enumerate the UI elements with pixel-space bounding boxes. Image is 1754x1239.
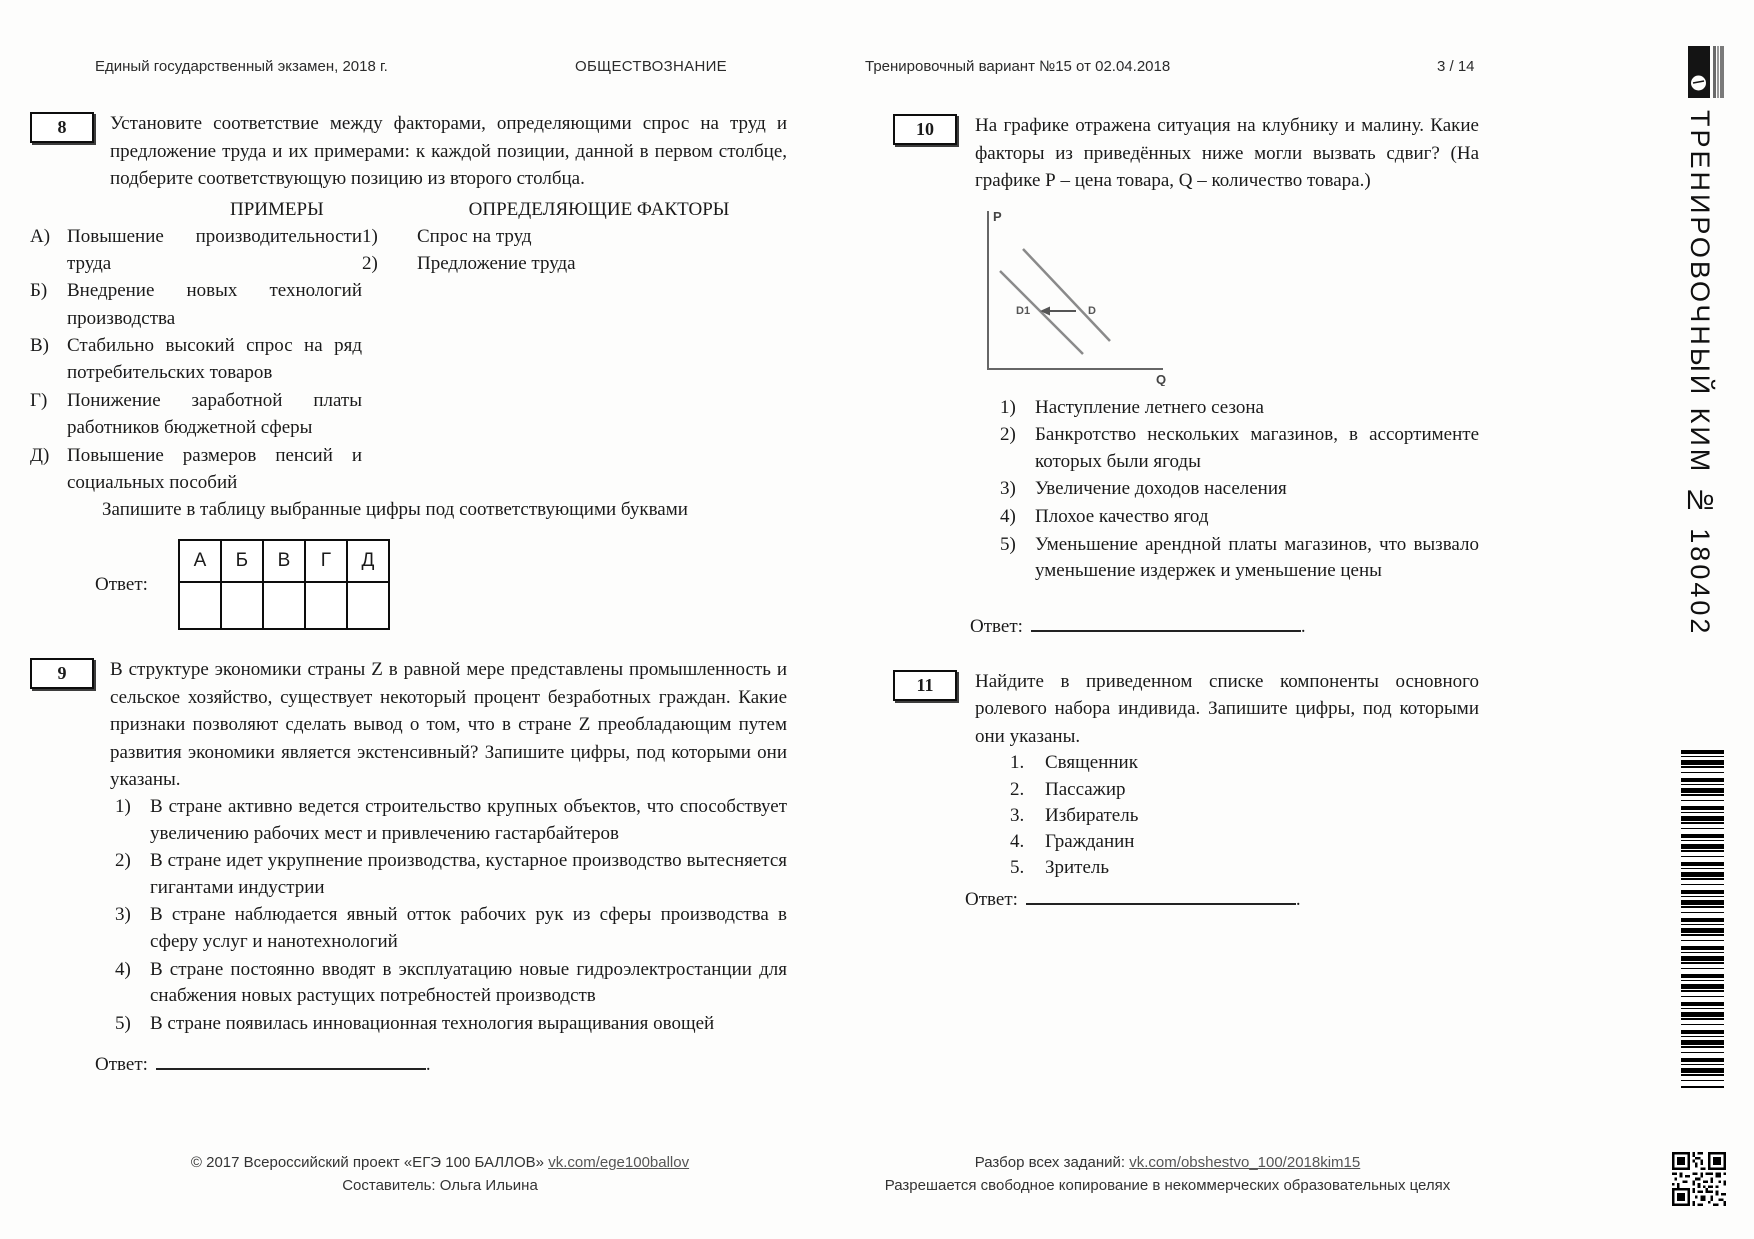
option-text: Избиратель xyxy=(1045,804,1139,826)
table-value-cell xyxy=(305,582,347,629)
question-8-text: Установите соответствие между факторами, определяющими спрос на труд и предложение труда и их примерами: к каждой позиции, данной в первом столбце, подберите соответствующую позицию из второго столбца. xyxy=(110,113,787,190)
answer-table-block xyxy=(95,539,787,630)
factors-list xyxy=(362,223,612,278)
answer-suffix: . xyxy=(1295,888,1301,910)
demand-line-shifted xyxy=(1000,271,1083,354)
answer-suffix: . xyxy=(425,1054,431,1076)
question-9-text: В структуре экономики страны Z в равной мере представлены промышленность и сельское хозяйство, существует некоторый процент безработных граждан. Какие признаки позволяют сделать вывод о том, что в стране Z преобладающим путем развития экономики является экстенсивный? Запишите цифры, под которыми они указаны. xyxy=(110,659,787,791)
matching-columns xyxy=(30,223,787,497)
option-label: 1) xyxy=(1000,396,1016,418)
option-item xyxy=(35,957,787,1010)
question-8 xyxy=(30,110,787,630)
footer-author-line: Составитель: Ольга Ильина xyxy=(342,1176,538,1194)
list-item xyxy=(30,223,362,278)
option-text: Уменьшение арендной платы магазинов, что вызвало уменьшение издержек и уменьшение цены xyxy=(1035,533,1479,582)
header-exam-title: Единый государственный экзамен, 2018 г. xyxy=(95,58,388,75)
question-10-number-box xyxy=(893,114,957,145)
question-9-answer-line xyxy=(95,1049,787,1076)
list-item xyxy=(30,332,362,387)
answer-blank xyxy=(156,1049,426,1070)
table-header-cell: Г xyxy=(305,540,347,582)
option-item xyxy=(893,532,1479,585)
item-label: Д) xyxy=(30,444,50,466)
question-8-number-box xyxy=(30,112,94,143)
option-label: 4) xyxy=(115,958,131,980)
footer-left xyxy=(160,1152,720,1197)
item-label: Б) xyxy=(30,280,48,302)
option-text: Плохое качество ягод xyxy=(1035,506,1209,528)
question-10 xyxy=(893,112,1479,638)
demand-line-initial xyxy=(1023,249,1110,341)
option-item xyxy=(893,855,1479,880)
question-11-answer-line xyxy=(965,884,1479,911)
footer-copyright-text: © 2017 Всероссийский проект «ЕГЭ 100 БАЛЛОВ» xyxy=(190,1154,549,1171)
footer-solutions-line xyxy=(880,1152,1455,1175)
option-text: Зритель xyxy=(1045,856,1110,878)
question-number: 10 xyxy=(916,119,934,139)
option-item xyxy=(35,902,787,955)
question-9-number-box xyxy=(30,658,94,689)
footer-license-line: Разрешается свободное копирование в некоммерческих образовательных целях xyxy=(884,1176,1451,1194)
answer-suffix: . xyxy=(1300,615,1306,637)
kim-vertical-title: ТРЕНИРОВОЧНЫЙ КИМ № 180402 xyxy=(1685,110,1715,637)
option-text: Пассажир xyxy=(1045,778,1126,800)
qr-code-icon xyxy=(1672,1152,1726,1211)
option-label: 2. xyxy=(1010,778,1025,800)
footer-left-link[interactable]: vk.com/ege100ballov xyxy=(548,1154,690,1171)
option-label: 5) xyxy=(1000,533,1016,555)
demand-initial-label: D xyxy=(1088,304,1096,317)
right-column xyxy=(893,112,1479,911)
item-label: Г) xyxy=(30,389,48,411)
y-axis-label: P xyxy=(993,208,1002,224)
question-11-number-box xyxy=(893,670,957,701)
option-item xyxy=(893,504,1479,531)
footer-copyright-line xyxy=(160,1152,720,1175)
table-header-cell: Д xyxy=(347,540,389,582)
question-number: 9 xyxy=(57,663,67,684)
option-label: 3) xyxy=(1000,478,1016,500)
option-item xyxy=(893,476,1479,503)
list-item xyxy=(362,250,612,277)
table-header-cell: Б xyxy=(221,540,263,582)
option-text: Священник xyxy=(1045,752,1138,774)
option-label: 3. xyxy=(1010,804,1025,826)
left-column xyxy=(30,110,787,1076)
x-axis-label: Q xyxy=(1156,371,1167,386)
option-label: 1. xyxy=(1010,752,1025,774)
header-variant: Тренировочный вариант №15 от 02.04.2018 xyxy=(865,58,1171,75)
question-11 xyxy=(893,668,1479,911)
option-item xyxy=(35,794,787,847)
option-item xyxy=(893,395,1479,422)
table-value-cell xyxy=(221,582,263,629)
item-text: Предложение труда xyxy=(417,253,576,274)
option-label: 4. xyxy=(1010,830,1025,852)
option-item xyxy=(893,750,1479,775)
footer-right xyxy=(880,1152,1455,1197)
option-item xyxy=(893,829,1479,854)
header-page-number: 3 / 14 xyxy=(1437,58,1475,75)
list-item xyxy=(362,223,612,250)
item-label: В) xyxy=(30,335,49,357)
answer-label: Ответ: xyxy=(965,888,1018,910)
table-value-cell xyxy=(179,582,221,629)
item-text: Повышение производительности труда xyxy=(67,225,362,274)
option-text: Увеличение доходов населения xyxy=(1035,478,1287,500)
list-item xyxy=(30,442,362,497)
matching-headers xyxy=(110,199,787,221)
option-text: Гражданин xyxy=(1045,830,1135,852)
option-text: В стране появилась инновационная технология выращивания овощей xyxy=(150,1012,715,1034)
factors-header: ОПРЕДЕЛЯЮЩИЕ ФАКТОРЫ xyxy=(468,198,730,220)
option-label: 1) xyxy=(115,795,131,817)
option-item xyxy=(35,1011,787,1038)
option-item xyxy=(35,848,787,901)
header-subject: ОБЩЕСТВОЗНАНИЕ xyxy=(575,58,727,75)
question-9-options xyxy=(35,794,787,1037)
question-10-text: На графике отражена ситуация на клубнику и малину. Какие факторы из приведённых ниже могли вызвать сдвиг? (На графике Р – цена товара, Q – количество товара.) xyxy=(975,115,1479,192)
item-text: Спрос на труд xyxy=(417,225,532,247)
question-8-instruction: Запишите в таблицу выбранные цифры под соответствующими буквами xyxy=(102,499,688,521)
answer-label: Ответ: xyxy=(95,573,148,595)
option-label: 4) xyxy=(1000,506,1016,528)
item-label: 1) xyxy=(362,225,378,247)
item-label: А) xyxy=(30,225,51,247)
answer-table xyxy=(178,539,390,630)
table-header-cell: А xyxy=(179,540,221,582)
option-text: В стране активно ведется строительство крупных объектов, что способствует увеличению рабочих мест и привлечению гастарбайтеров xyxy=(150,795,787,844)
publisher-logo-icon xyxy=(1688,46,1726,103)
item-label: 2) xyxy=(362,253,378,274)
option-item xyxy=(893,777,1479,802)
list-item xyxy=(30,387,362,442)
table-header-cell: В xyxy=(263,540,305,582)
option-label: 5. xyxy=(1010,856,1025,878)
question-number: 8 xyxy=(57,117,67,137)
option-text: В стране постоянно вводят в эксплуатацию новые гидроэлектростанции для снабжения новых растущих потребностей производств xyxy=(150,958,787,1007)
option-label: 2) xyxy=(115,850,131,872)
footer-right-link[interactable]: vk.com/obshestvo_100/2018kim15 xyxy=(1129,1154,1361,1171)
question-10-answer-line xyxy=(970,611,1479,638)
list-item xyxy=(30,277,362,332)
answer-label: Ответ: xyxy=(95,1054,148,1076)
demand-shift-chart xyxy=(978,201,1188,386)
option-text: В стране идет укрупнение производства, кустарное производство вытесняется гигантами индустрии xyxy=(150,850,787,898)
answer-table-header-row xyxy=(179,540,389,582)
barcode xyxy=(1681,750,1724,1088)
item-text: Повышение размеров пенсий и социальных пособий xyxy=(67,444,362,493)
examples-list xyxy=(30,223,362,497)
option-text: В стране наблюдается явный отток рабочих рук из сферы производства в сферу услуг и нанотехнологий xyxy=(150,904,787,952)
demand-graph xyxy=(978,201,1479,391)
question-number: 11 xyxy=(916,674,934,695)
option-item xyxy=(893,422,1479,475)
option-label: 2) xyxy=(1000,424,1016,446)
answer-table-value-row xyxy=(179,582,389,629)
table-value-cell xyxy=(263,582,305,629)
question-11-options xyxy=(893,750,1479,879)
demand-shifted-label: D1 xyxy=(1016,304,1031,317)
question-9 xyxy=(30,656,787,1076)
option-label: 5) xyxy=(115,1012,131,1034)
option-text: Банкротство нескольких магазинов, в ассортименте которых были ягоды xyxy=(1035,424,1479,472)
question-11-text: Найдите в приведенном списке компоненты основного ролевого набора индивида. Запишите цифры, под которыми они указаны. xyxy=(975,670,1479,747)
option-item xyxy=(893,803,1479,828)
question-10-options xyxy=(893,395,1479,585)
item-text: Внедрение новых технологий производства xyxy=(67,280,362,329)
answer-blank xyxy=(1031,611,1301,632)
option-text: Наступление летнего сезона xyxy=(1035,396,1264,418)
answer-label: Ответ: xyxy=(970,615,1023,637)
table-value-cell xyxy=(347,582,389,629)
answer-blank xyxy=(1026,884,1296,905)
examples-header: ПРИМЕРЫ xyxy=(230,198,324,220)
option-label: 3) xyxy=(115,904,131,926)
item-text: Стабильно высокий спрос на ряд потребительских товаров xyxy=(67,335,362,384)
item-text: Понижение заработной платы работников бюджетной сферы xyxy=(67,389,362,439)
footer-solutions-text: Разбор всех заданий: xyxy=(974,1154,1130,1171)
